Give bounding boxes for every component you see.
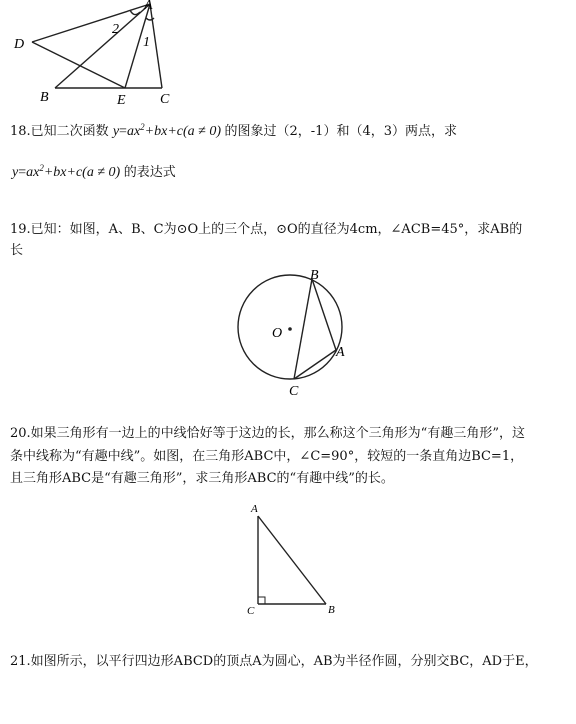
q18-prefix: 18.已知二次函数 [10, 124, 109, 139]
label-A-circle: A [336, 345, 345, 360]
label-angle-1: 1 [143, 35, 150, 50]
label-angle-2: 2 [112, 22, 119, 37]
circle-O [238, 275, 342, 379]
label-E: E [117, 93, 126, 108]
label-C-right: C [247, 605, 255, 617]
center-dot-O [288, 327, 292, 331]
q20-line1: 20.如果三角形有一边上的中线恰好等于这边的长，那么称这个三角形为“有趣三角形”，这 [10, 426, 525, 441]
angle-arc-1 [146, 18, 154, 20]
label-B-right: B [328, 604, 335, 616]
q20-line2: 条中线称为“有趣中线”。如图，在三角形ABC中，∠C=90°，较短的一条直角边BC=1， [10, 449, 524, 464]
q19-line1: 19.已知：如图，A、B、C为⊙O上的三个点，⊙O的直径为4cm，∠ACB=45°，求AB的 [10, 222, 523, 237]
label-D: D [14, 37, 25, 52]
q18-line2 [12, 163, 176, 183]
q21-line1: 21.如图所示，以平行四边形ABCD的顶点A为圆心，AB为半径作圆，分别交BC，AD于E， [10, 654, 538, 669]
q18-line1 [10, 122, 457, 142]
right-angle-mark [258, 597, 265, 604]
figure-circle [230, 265, 360, 400]
label-B-circle: B [310, 268, 319, 283]
label-O: O [272, 326, 283, 341]
segment-BA [55, 4, 150, 88]
q19-line2: 长 [10, 243, 24, 258]
chord-CA [294, 350, 336, 379]
q20-line3: 且三角形ABC是“有趣三角形”，求三角形ABC的“有趣中线”的长。 [10, 471, 394, 486]
segment-DA [32, 4, 150, 42]
label-C-circle: C [289, 384, 299, 399]
label-A: A [144, 0, 153, 13]
label-A-right: A [251, 503, 258, 515]
q18-suffix: 的表达式 [123, 165, 176, 180]
side-AB [258, 516, 326, 604]
q18-function-expression-2: $y=ax^2+bx+c(a \ne 0)$ [12, 163, 121, 180]
label-C: C [160, 92, 170, 107]
segment-AC [150, 4, 162, 88]
figure-triangle-top [0, 0, 200, 110]
figure-right-triangle [240, 500, 350, 620]
chord-CB [294, 279, 312, 379]
segment-DE [32, 42, 125, 88]
q18-middle: 的图象过（2，-1）和（4，3）两点，求 [224, 124, 457, 139]
label-B: B [40, 90, 49, 105]
q18-function-expression: $y=ax^2+bx+c(a \ne 0)$ [112, 122, 222, 139]
chord-BA [312, 279, 336, 350]
